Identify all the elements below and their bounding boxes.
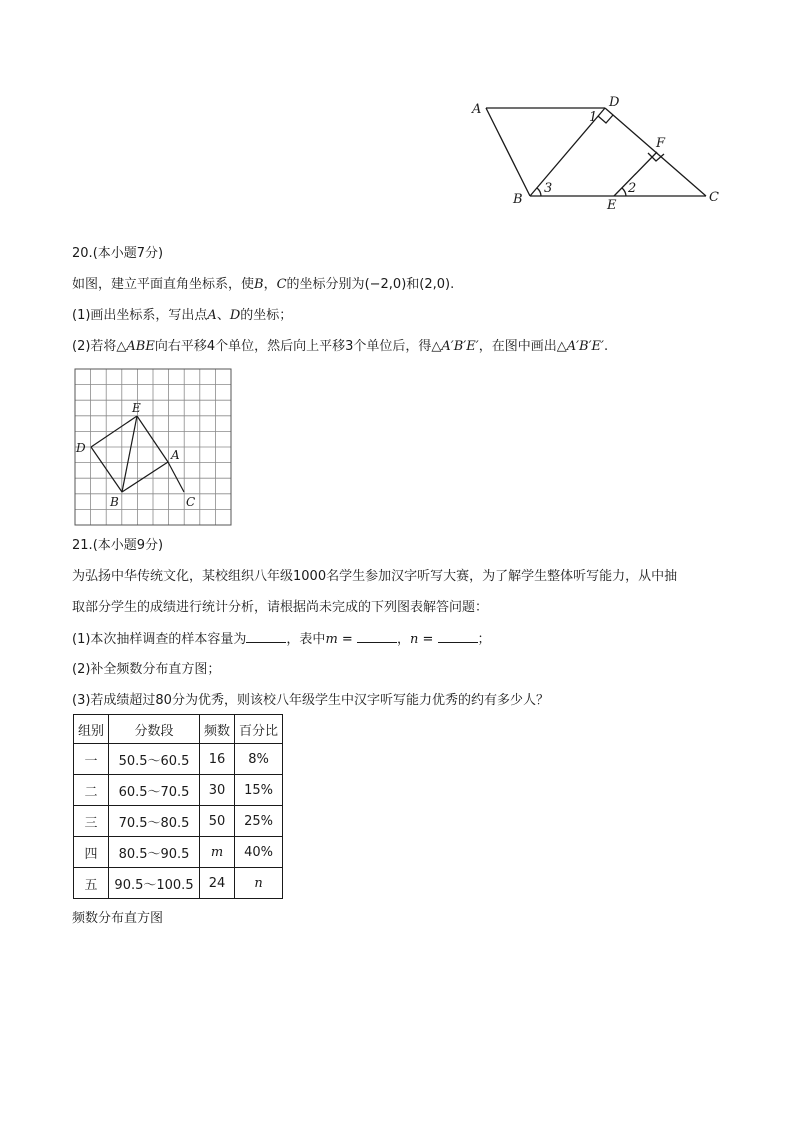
q20-coord-C: (2,0) [419,277,451,292]
q21-part1 [72,630,491,649]
grid-segment-BA [122,462,168,492]
table-cell: 四 [74,837,109,868]
grid-label-B: B [110,495,119,509]
q20-point-C: C [276,277,287,292]
table-cell: 25% [235,806,283,837]
q20-part2-triangle2: △A′B′E′ [431,339,479,354]
table-cell: 80.5～90.5 [109,837,200,868]
q20-coord-B: (−2,0) [364,277,407,292]
table-header-cell: 频数 [200,715,235,744]
segment-DC [605,108,706,196]
table-cell: 8% [235,744,283,775]
frequency-table [73,714,283,899]
answer-blank-m[interactable] [357,630,397,643]
table-cell: m [200,837,235,868]
q20-header [72,245,163,263]
table-cell: 50 [200,806,235,837]
table-header-cell: 组别 [74,715,109,744]
q21-header [72,537,163,555]
table-cell: 二 [74,775,109,806]
q20-part1 [72,307,292,325]
q20-part2-text3: ，在图中画出 [478,339,557,354]
q20-part2-triangle3: △A′B′E′ [556,339,605,354]
q21-number: 21. [72,538,93,553]
geometry-figure-1 [460,88,730,213]
angle-arc-3 [537,188,541,196]
right-angle-mark-D [598,115,613,123]
q20-stem-and: 和 [406,277,420,292]
q20-part2-triangle: △ABE [116,339,155,354]
label-angle-3: 3 [544,181,553,196]
q20-stem-comma: ， [263,277,277,292]
q20-part1-end: 的坐标； [240,308,293,323]
q20-point-B: B [254,277,264,292]
table-header-cell: 百分比 [235,715,283,744]
label-angle-1: 1 [589,110,598,125]
label-E: E [607,198,617,213]
angle-arc-2 [622,188,626,196]
table-row [74,837,283,868]
segment-AB [486,108,530,196]
q20-number: 20. [72,246,93,261]
answer-blank-sample-size[interactable] [246,630,286,643]
table-row [74,806,283,837]
table-row [74,744,283,775]
q20-part2 [72,338,608,356]
table-cell: 三 [74,806,109,837]
table-cell: n [235,868,283,899]
q20-stem-text2: 的坐标分别为 [286,277,365,292]
grid-label-E: E [132,401,141,415]
q20-stem-text: 如图，建立平面直角坐标系，使 [72,277,255,292]
table-cell: 五 [74,868,109,899]
q21-points: (本小题9分) [92,538,164,553]
q20-part2-end: . [604,339,609,354]
label-C: C [709,190,719,205]
table-cell: 30 [200,775,235,806]
q20-stem-end: . [450,277,455,292]
label-D: D [609,95,620,110]
label-A: A [472,102,482,117]
q21-var-m: m [325,632,338,647]
q20-part1-A: A [207,308,217,323]
table-cell: 70.5～80.5 [109,806,200,837]
q20-part2-text2: 向右平移4个单位，然后向上平移3个单位后，得 [154,339,432,354]
coordinate-grid-figure [70,364,236,528]
q21-part1-text2: ，表中 [286,632,326,647]
q20-part1-D: D [229,308,241,323]
grid-segment-AC [168,462,184,492]
q21-eq-m: = [337,632,357,647]
q21-part1-end: ； [477,632,491,647]
table-row [74,868,283,899]
q21-eq-n: = [418,632,438,647]
table-cell: 24 [200,868,235,899]
table-cell: 40% [235,837,283,868]
q21-part1-text: (1)本次抽样调查的样本容量为 [72,632,247,647]
table-cell: 16 [200,744,235,775]
table-header-row [74,715,283,744]
q20-stem [72,276,454,294]
answer-blank-n[interactable] [438,630,478,643]
label-B: B [513,192,523,207]
q21-intro-line2: 取部分学生的成绩进行统计分析，请根据尚未完成的下列图表解答问题： [72,600,489,615]
table-row [74,775,283,806]
q21-var-n: n [409,632,419,647]
q20-points: (本小题7分) [92,246,164,261]
q20-part1-sep: 、 [216,308,230,323]
grid-label-D: D [76,441,86,455]
table-cell: 60.5～70.5 [109,775,200,806]
table-header-cell: 分数段 [109,715,200,744]
q21-part2: (2)补全频数分布直方图； [72,662,221,677]
table-cell: 15% [235,775,283,806]
table-cell: 50.5～60.5 [109,744,200,775]
q20-part1-text: (1)画出坐标系，写出点 [72,308,208,323]
label-F: F [656,136,666,151]
q20-part2-text: (2)若将 [72,339,117,354]
label-angle-2: 2 [628,181,637,196]
table-cell: 一 [74,744,109,775]
histogram-title: 频数分布直方图 [72,911,164,926]
grid-label-A: A [171,448,180,462]
table-cell: 90.5～100.5 [109,868,200,899]
grid-segment-EB [122,416,137,492]
q21-part1-comma: ， [396,632,410,647]
q21-intro-line1: 为弘扬中华传统文化，某校组织八年级1000名学生参加汉字听写大赛，为了解学生整体听写能力，从中抽 [72,569,678,584]
grid-segment-EA [137,416,168,462]
grid-label-C: C [186,495,196,509]
q21-part3: (3)若成绩超过80分为优秀，则该校八年级学生中汉字听写能力优秀的约有多少人？ [72,693,549,708]
